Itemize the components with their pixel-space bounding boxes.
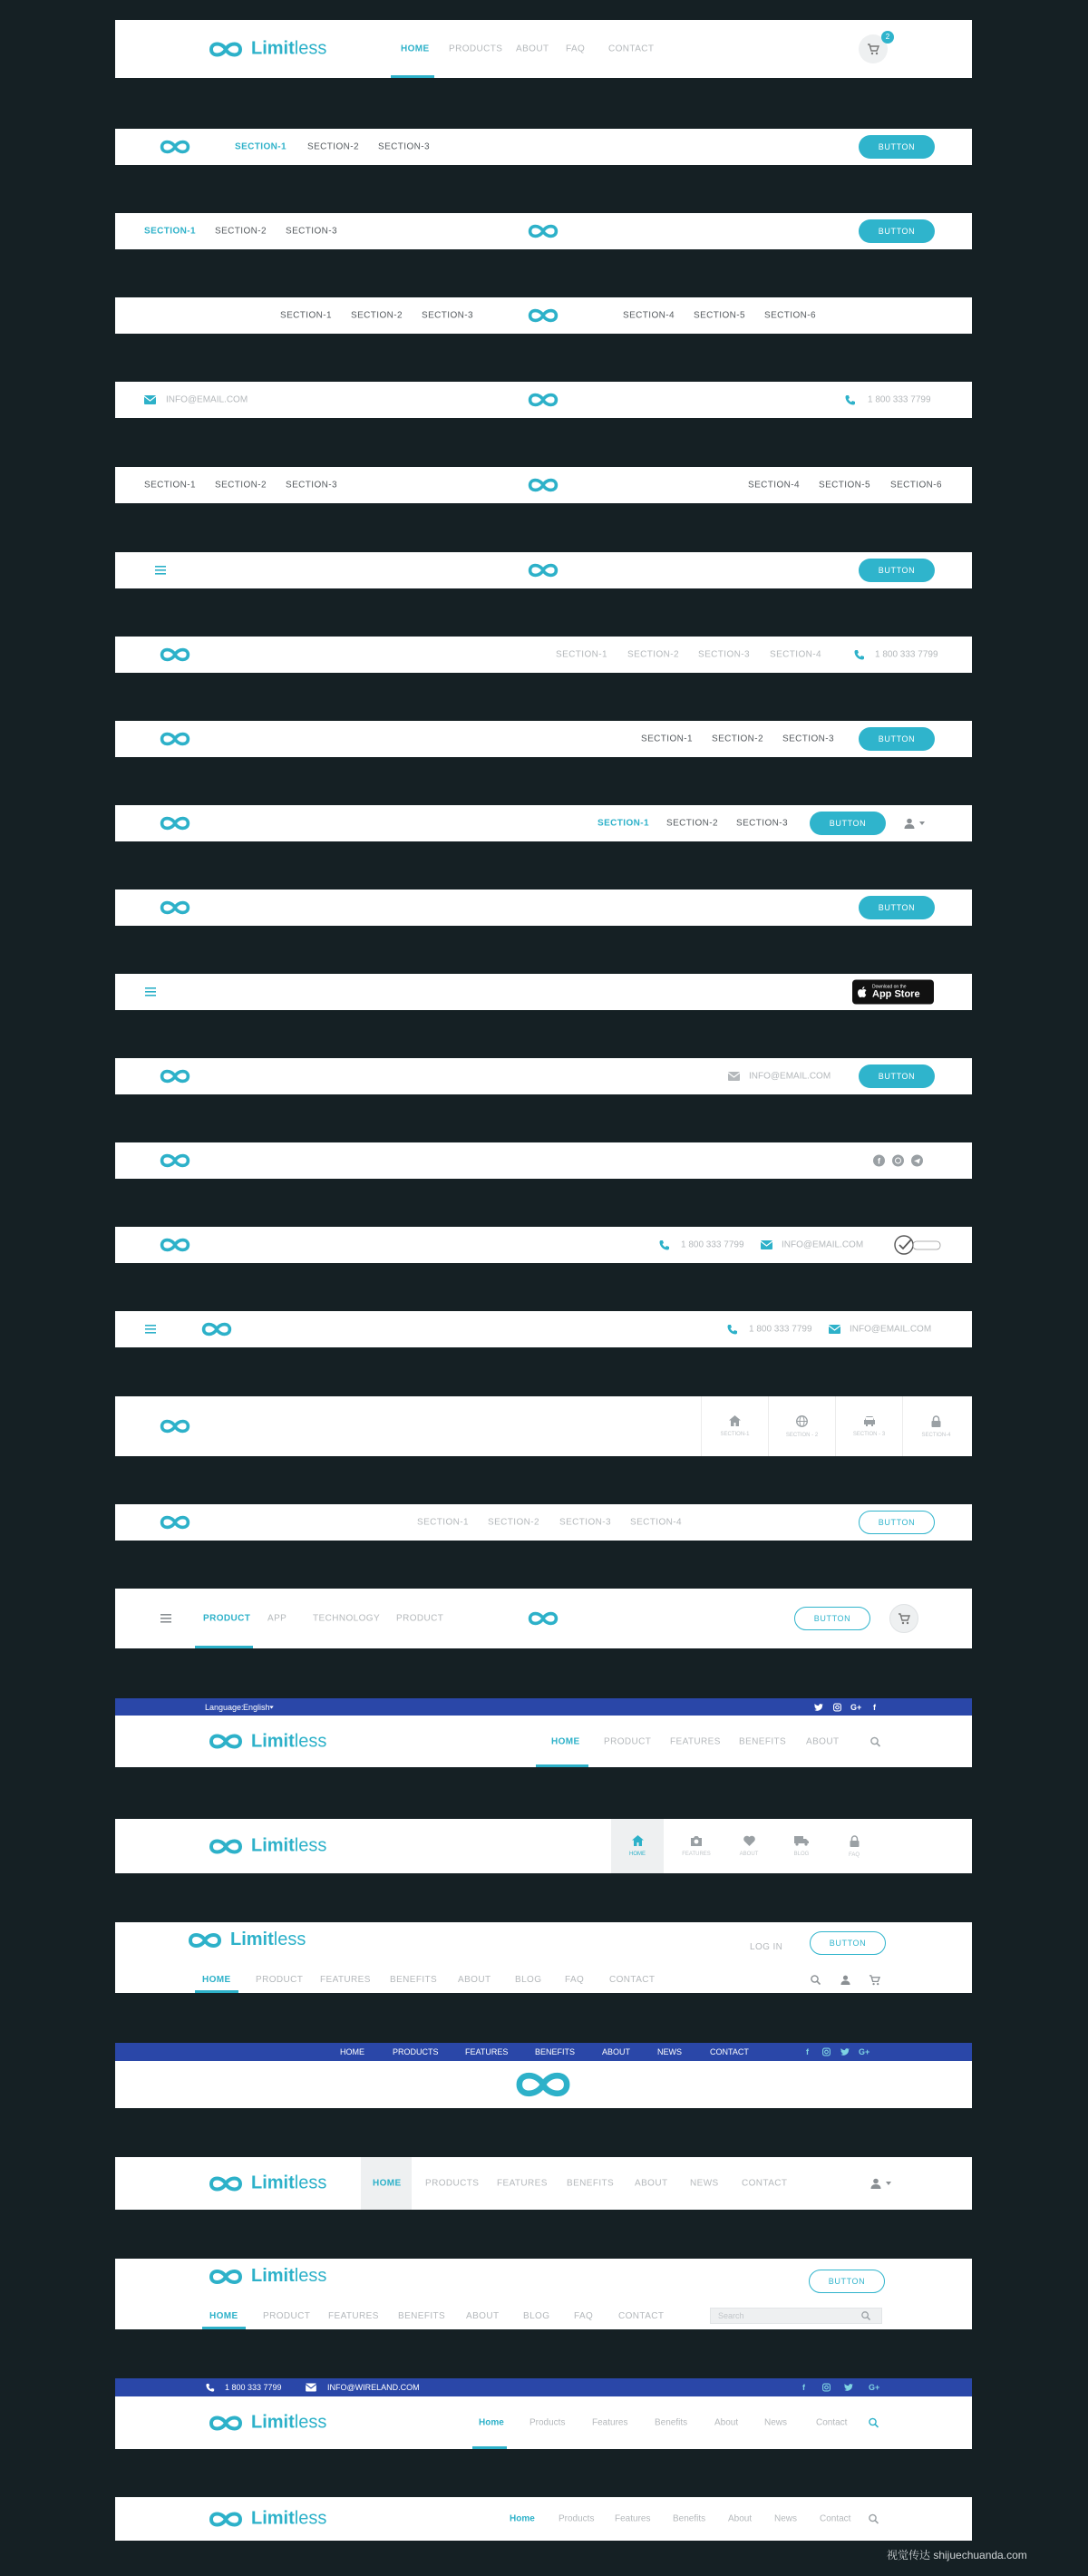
chevron-down-icon[interactable] xyxy=(886,2182,891,2185)
nav-section-1[interactable]: SECTION-1 xyxy=(144,480,196,491)
tile-section-3[interactable] xyxy=(836,1396,902,1456)
infinity-logo-icon[interactable] xyxy=(525,392,561,408)
header-bar-17 xyxy=(115,1396,972,1456)
nav-products[interactable]: Products xyxy=(559,2513,595,2524)
search-icon[interactable] xyxy=(870,1736,880,1746)
header-bar-25 xyxy=(115,2259,972,2329)
nav-products[interactable]: Products xyxy=(529,2417,566,2428)
infinity-logo-icon[interactable] xyxy=(157,1514,193,1531)
infinity-logo-icon xyxy=(185,1931,225,1949)
nav-benefits[interactable]: Benefits xyxy=(673,2513,706,2524)
nav-section-4[interactable]: SECTION-4 xyxy=(623,310,675,321)
top-strip-26 xyxy=(115,2378,972,2396)
phone-icon xyxy=(659,1239,670,1250)
brand-name: Limitless xyxy=(251,1731,327,1751)
dribbble-icon[interactable] xyxy=(892,1155,904,1167)
top-strip-23 xyxy=(115,2043,972,2061)
nav-section-3[interactable]: SECTION-3 xyxy=(378,141,430,152)
nav-blog[interactable]: BLOG xyxy=(523,2311,550,2321)
tile-label: SECTION - 2 xyxy=(785,1432,819,1438)
cta-button[interactable]: BUTTON xyxy=(859,135,935,159)
nav-products[interactable]: PRODUCTS xyxy=(425,2178,480,2189)
nav-section-4[interactable]: SECTION-4 xyxy=(770,649,821,660)
mail-icon xyxy=(306,2384,316,2392)
nav-about[interactable]: ABOUT xyxy=(466,2311,500,2321)
nav-news[interactable]: News xyxy=(774,2513,798,2524)
truck-icon xyxy=(794,1835,809,1846)
nav-section-1[interactable]: SECTION-1 xyxy=(641,734,693,744)
active-indicator xyxy=(536,1764,588,1767)
nav-section-2[interactable]: SECTION-2 xyxy=(666,818,718,829)
tile-features[interactable] xyxy=(670,1819,723,1873)
nav-features[interactable]: Features xyxy=(615,2513,651,2524)
nav-faq[interactable]: FAQ xyxy=(566,44,586,54)
nav-section-2[interactable]: SECTION-2 xyxy=(215,480,267,491)
cta-button[interactable]: BUTTON xyxy=(810,812,886,835)
phone-link[interactable]: 1 800 333 7799 xyxy=(875,649,938,660)
header-bar-8 xyxy=(115,637,972,673)
cta-button[interactable]: BUTTON xyxy=(859,219,935,243)
email-link[interactable]: INFO@WIRELAND.COM xyxy=(327,2383,420,2392)
infinity-logo-icon xyxy=(206,1837,246,1855)
infinity-logo-icon[interactable] xyxy=(157,899,193,916)
search-icon[interactable] xyxy=(861,2311,870,2320)
nav-features[interactable]: FEATURES xyxy=(465,2047,509,2056)
header-bar-1 xyxy=(115,20,972,78)
nav-news[interactable]: News xyxy=(764,2417,788,2428)
tile-label: FEATURES xyxy=(682,1852,711,1857)
nav-about[interactable]: ABOUT xyxy=(458,1975,491,1985)
user-icon[interactable] xyxy=(840,1975,850,1985)
top-strip-20 xyxy=(115,1698,972,1716)
instagram-icon[interactable] xyxy=(822,2048,831,2056)
infinity-logo-icon xyxy=(206,2510,246,2528)
hamburger-menu-icon[interactable] xyxy=(160,1614,171,1623)
nav-contact[interactable]: CONTACT xyxy=(609,1975,656,1985)
nav-technology[interactable]: TECHNOLOGY xyxy=(313,1613,381,1624)
nav-section-3[interactable]: SECTION-3 xyxy=(559,1517,611,1528)
email-link[interactable]: INFO@EMAIL.COM xyxy=(166,394,248,405)
nav-benefits[interactable]: BENEFITS xyxy=(390,1975,438,1985)
watermark-text: 视觉传达 shijuechuanda.com xyxy=(887,2549,1027,2561)
google-plus-icon[interactable]: G+ xyxy=(850,1702,862,1712)
nav-products[interactable]: PRODUCTS xyxy=(449,44,503,54)
app-store-badge[interactable] xyxy=(852,980,934,1005)
facebook-icon[interactable]: f xyxy=(806,2047,809,2056)
app-store-line2: App Store xyxy=(872,988,920,999)
nav-about[interactable]: ABOUT xyxy=(516,44,549,54)
tile-label: HOME xyxy=(629,1852,646,1857)
nav-section-3[interactable]: SECTION-3 xyxy=(422,310,473,321)
nav-section-5[interactable]: SECTION-5 xyxy=(694,310,745,321)
header-bar-6 xyxy=(115,467,972,503)
infinity-logo-icon xyxy=(206,2174,246,2192)
hamburger-menu-icon[interactable] xyxy=(155,566,166,575)
google-plus-icon[interactable]: G+ xyxy=(859,2047,870,2056)
cart-icon xyxy=(898,1612,910,1625)
infinity-logo-icon[interactable] xyxy=(157,1418,193,1434)
nav-benefits[interactable]: BENEFITS xyxy=(398,2311,446,2321)
globe-icon xyxy=(796,1415,808,1427)
apple-icon xyxy=(858,987,868,998)
search-icon[interactable] xyxy=(869,2418,879,2428)
infinity-logo-icon xyxy=(206,2268,246,2286)
nav-faq[interactable]: FAQ xyxy=(574,2311,594,2321)
instagram-icon[interactable] xyxy=(822,2384,831,2392)
nav-section-1[interactable]: SECTION-1 xyxy=(144,226,196,237)
search-placeholder: Search xyxy=(718,2311,744,2320)
infinity-logo-icon[interactable] xyxy=(157,731,193,747)
nav-section-1[interactable]: SECTION-1 xyxy=(417,1517,469,1528)
phone-icon xyxy=(727,1324,738,1335)
infinity-logo-icon[interactable] xyxy=(525,477,561,493)
header-bar-23 xyxy=(115,2061,972,2108)
brand-logo[interactable] xyxy=(206,39,326,60)
nav-benefits[interactable]: BENEFITS xyxy=(567,2178,615,2189)
email-link[interactable]: INFO@EMAIL.COM xyxy=(850,1324,932,1335)
phone-icon xyxy=(206,2383,215,2392)
nav-benefits[interactable]: BENEFITS xyxy=(739,1736,787,1746)
user-icon[interactable] xyxy=(904,818,915,829)
hamburger-menu-icon[interactable] xyxy=(145,1325,156,1334)
user-icon[interactable] xyxy=(870,2178,881,2189)
cart-button[interactable] xyxy=(889,1604,918,1633)
brand-name: Limitless xyxy=(251,2173,327,2193)
nav-section-1[interactable]: SECTION-1 xyxy=(556,649,607,660)
nav-section-6[interactable]: SECTION-6 xyxy=(764,310,816,321)
camera-icon xyxy=(690,1835,703,1846)
heart-icon xyxy=(743,1835,755,1846)
tile-label: SECTION-1 xyxy=(720,1432,750,1437)
hamburger-menu-icon[interactable] xyxy=(145,987,156,996)
nav-features[interactable]: FEATURES xyxy=(328,2311,379,2321)
nav-news[interactable]: NEWS xyxy=(690,2178,719,2189)
nav-section-1[interactable]: SECTION-1 xyxy=(597,818,649,829)
search-field[interactable] xyxy=(710,2308,882,2324)
cta-button[interactable]: BUTTON xyxy=(794,1607,870,1630)
header-bar-3 xyxy=(115,213,972,249)
nav-section-1[interactable]: SECTION-1 xyxy=(235,141,287,152)
mail-icon xyxy=(829,1325,840,1334)
tile-blog[interactable] xyxy=(775,1819,828,1873)
nav-contact[interactable]: Contact xyxy=(816,2417,848,2428)
login-link[interactable]: LOG IN xyxy=(750,1942,783,1952)
brand-logo[interactable] xyxy=(206,2413,326,2434)
header-bar-20 xyxy=(115,1716,972,1767)
tile-label: ABOUT xyxy=(739,1852,759,1857)
active-indicator xyxy=(391,75,434,78)
nav-section-6[interactable]: SECTION-6 xyxy=(890,480,942,491)
nav-products[interactable]: PRODUCTS xyxy=(393,2047,439,2056)
nav-contact[interactable]: CONTACT xyxy=(742,2178,788,2189)
nav-features[interactable]: FEATURES xyxy=(670,1736,721,1746)
email-link[interactable]: INFO@EMAIL.COM xyxy=(749,1071,831,1082)
car-icon xyxy=(863,1415,876,1426)
header-bar-9 xyxy=(115,721,972,757)
nav-features[interactable]: Features xyxy=(592,2417,628,2428)
header-bar-11 xyxy=(115,889,972,926)
nav-benefits[interactable]: BENEFITS xyxy=(535,2047,576,2056)
verified-seal xyxy=(893,1234,944,1256)
nav-faq[interactable]: FAQ xyxy=(565,1975,585,1985)
nav-about[interactable]: ABOUT xyxy=(806,1736,840,1746)
nav-home[interactable]: HOME xyxy=(401,44,430,54)
email-link[interactable]: INFO@EMAIL.COM xyxy=(782,1239,864,1250)
active-indicator xyxy=(472,2446,507,2449)
active-indicator xyxy=(195,1646,253,1648)
header-bar-21 xyxy=(115,1819,972,1873)
header-bar-22 xyxy=(115,1922,972,1993)
tile-faq[interactable] xyxy=(828,1819,880,1873)
header-bar-12 xyxy=(115,974,972,1010)
cta-button[interactable]: BUTTON xyxy=(859,727,935,751)
chevron-down-icon[interactable] xyxy=(269,1706,274,1708)
infinity-logo-icon[interactable] xyxy=(525,562,561,578)
header-bar-14 xyxy=(115,1142,972,1179)
nav-section-2[interactable]: SECTION-2 xyxy=(307,141,359,152)
nav-section-2[interactable]: SECTION-2 xyxy=(351,310,403,321)
nav-contact[interactable]: CONTACT xyxy=(618,2311,665,2321)
infinity-logo-icon xyxy=(206,2414,246,2432)
nav-features[interactable]: FEATURES xyxy=(320,1975,371,1985)
infinity-logo-icon[interactable] xyxy=(157,139,193,155)
nav-about[interactable]: About xyxy=(714,2417,739,2428)
twitter-icon[interactable] xyxy=(844,2384,853,2391)
tile-section-4[interactable] xyxy=(903,1396,969,1456)
header-bar-27 xyxy=(115,2497,972,2541)
infinity-logo-icon[interactable] xyxy=(157,1237,193,1253)
telegram-icon[interactable] xyxy=(911,1155,923,1167)
nav-contact[interactable]: CONTACT xyxy=(608,44,655,54)
lock-icon xyxy=(931,1415,941,1427)
instagram-icon[interactable] xyxy=(833,1703,841,1711)
nav-about[interactable]: About xyxy=(728,2513,753,2524)
verified-check-icon xyxy=(893,1234,944,1256)
infinity-logo-icon[interactable] xyxy=(157,1068,193,1084)
nav-about[interactable]: ABOUT xyxy=(635,2178,668,2189)
infinity-logo-icon[interactable] xyxy=(199,1321,235,1337)
tile-label: SECTION - 3 xyxy=(852,1432,886,1437)
nav-section-4[interactable]: SECTION-4 xyxy=(630,1517,682,1528)
cart-count-badge: 2 xyxy=(881,31,894,44)
search-icon[interactable] xyxy=(869,2514,879,2524)
nav-section-3[interactable]: SECTION-3 xyxy=(698,649,750,660)
nav-section-2[interactable]: SECTION-2 xyxy=(215,226,267,237)
infinity-logo-icon[interactable] xyxy=(525,1610,561,1627)
tile-section-2[interactable] xyxy=(769,1396,835,1456)
nav-home[interactable]: HOME xyxy=(340,2047,364,2056)
nav-product[interactable]: PRODUCT xyxy=(604,1736,652,1746)
brand-logo[interactable] xyxy=(185,1930,306,1950)
nav-news[interactable]: NEWS xyxy=(657,2047,682,2056)
header-bar-4 xyxy=(115,297,972,334)
nav-home[interactable]: HOME xyxy=(209,2311,238,2321)
nav-section-3[interactable]: SECTION-3 xyxy=(286,480,337,491)
active-indicator xyxy=(195,1990,238,1993)
brand-logo[interactable] xyxy=(206,2266,326,2287)
brand-name: Limitless xyxy=(230,1930,306,1949)
tile-label: SECTION-4 xyxy=(921,1432,951,1438)
cta-button[interactable]: BUTTON xyxy=(810,1931,886,1955)
cart-icon xyxy=(867,43,879,55)
cta-button[interactable]: BUTTON xyxy=(859,559,935,582)
header-bar-7 xyxy=(115,552,972,588)
brand-logo[interactable] xyxy=(206,1731,326,1752)
nav-home[interactable]: Home xyxy=(510,2513,535,2524)
twitter-icon[interactable] xyxy=(814,1704,823,1711)
facebook-icon[interactable]: f xyxy=(873,1155,885,1167)
nav-contact[interactable]: CONTACT xyxy=(710,2047,749,2056)
twitter-icon[interactable] xyxy=(840,2048,850,2056)
brand-name: Limitless xyxy=(251,2412,327,2433)
infinity-logo-icon xyxy=(206,40,246,58)
nav-home[interactable]: HOME xyxy=(373,2178,402,2189)
nav-section-4[interactable]: SECTION-4 xyxy=(748,480,800,491)
nav-about[interactable]: ABOUT xyxy=(602,2047,631,2056)
nav-section-3[interactable]: SECTION-3 xyxy=(736,818,788,829)
header-bar-13 xyxy=(115,1058,972,1094)
infinity-logo-icon[interactable] xyxy=(157,1152,193,1169)
header-bar-15 xyxy=(115,1227,972,1263)
header-bar-18 xyxy=(115,1504,972,1541)
tile-about[interactable] xyxy=(723,1819,775,1873)
phone-link[interactable]: 1 800 333 7799 xyxy=(749,1324,812,1335)
active-indicator xyxy=(202,2327,246,2329)
nav-home[interactable]: Home xyxy=(479,2417,504,2428)
brand-logo[interactable] xyxy=(206,2173,326,2194)
brand-logo[interactable] xyxy=(206,1836,326,1857)
nav-section-2[interactable]: SECTION-2 xyxy=(488,1517,539,1528)
nav-section-2[interactable]: SECTION-2 xyxy=(627,649,679,660)
header-bar-19 xyxy=(115,1589,972,1648)
nav-contact[interactable]: Contact xyxy=(820,2513,851,2524)
mail-icon xyxy=(761,1240,772,1249)
phone-link[interactable]: 1 800 333 7799 xyxy=(868,394,931,405)
phone-icon xyxy=(845,394,856,405)
language-select[interactable]: English xyxy=(243,1702,270,1712)
nav-section-3[interactable]: SECTION-3 xyxy=(286,226,337,237)
cart-icon[interactable] xyxy=(869,1974,880,1986)
phone-icon xyxy=(854,649,865,660)
cta-button[interactable]: BUTTON xyxy=(859,1064,935,1088)
brand-logo[interactable] xyxy=(206,2509,326,2530)
google-plus-icon[interactable]: G+ xyxy=(869,2383,880,2392)
chevron-down-icon[interactable] xyxy=(919,821,925,825)
tile-home[interactable] xyxy=(611,1819,664,1873)
nav-section-2[interactable]: SECTION-2 xyxy=(712,734,763,744)
brand-name: Limitless xyxy=(251,38,327,59)
nav-product[interactable]: PRODUCT xyxy=(263,2311,311,2321)
header-bar-16 xyxy=(115,1311,972,1347)
infinity-logo-icon[interactable] xyxy=(510,2069,576,2100)
tile-section-1[interactable] xyxy=(702,1396,768,1456)
home-icon xyxy=(632,1835,644,1846)
facebook-icon[interactable]: f xyxy=(802,2383,805,2392)
brand-name: Limitless xyxy=(251,2508,327,2529)
language-label: Language: xyxy=(205,1702,244,1712)
cta-button[interactable]: BUTTON xyxy=(859,1511,935,1534)
search-icon[interactable] xyxy=(811,1975,821,1985)
infinity-logo-icon xyxy=(206,1733,246,1751)
nav-home[interactable]: HOME xyxy=(551,1736,580,1746)
tile-label: BLOG xyxy=(793,1852,810,1857)
infinity-logo-icon[interactable] xyxy=(525,307,561,324)
nav-section-5[interactable]: SECTION-5 xyxy=(819,480,870,491)
nav-benefits[interactable]: Benefits xyxy=(655,2417,688,2428)
brand-name: Limitless xyxy=(251,1835,327,1856)
nav-features[interactable]: FEATURES xyxy=(497,2178,548,2189)
infinity-logo-icon[interactable] xyxy=(157,646,193,663)
brand-name: Limitless xyxy=(251,2266,327,2286)
cta-button[interactable]: BUTTON xyxy=(859,896,935,919)
infinity-logo-icon[interactable] xyxy=(525,223,561,239)
nav-section-1[interactable]: SECTION-1 xyxy=(280,310,332,321)
cta-button[interactable]: BUTTON xyxy=(809,2270,885,2293)
facebook-icon[interactable]: f xyxy=(873,1702,876,1712)
phone-link[interactable]: 1 800 333 7799 xyxy=(681,1239,744,1250)
tile-label: FAQ xyxy=(848,1852,860,1858)
nav-app[interactable]: APP xyxy=(267,1613,287,1624)
header-bar-5 xyxy=(115,382,972,418)
home-icon xyxy=(729,1415,741,1426)
header-bar-10 xyxy=(115,805,972,841)
nav-section-3[interactable]: SECTION-3 xyxy=(782,734,834,744)
nav-product[interactable]: PRODUCT xyxy=(203,1613,251,1624)
nav-blog[interactable]: BLOG xyxy=(515,1975,542,1985)
infinity-logo-icon[interactable] xyxy=(157,815,193,831)
mail-icon xyxy=(728,1072,740,1081)
lock-icon xyxy=(850,1835,860,1847)
nav-product-2[interactable]: PRODUCT xyxy=(396,1613,444,1624)
header-bar-2 xyxy=(115,129,972,165)
nav-home[interactable]: HOME xyxy=(202,1975,231,1985)
phone-link[interactable]: 1 800 333 7799 xyxy=(225,2383,282,2392)
header-bar-24 xyxy=(115,2157,972,2210)
header-bar-26 xyxy=(115,2396,972,2449)
nav-product[interactable]: PRODUCT xyxy=(256,1975,304,1985)
app-store-line1: Download on the xyxy=(872,984,907,989)
mail-icon xyxy=(144,395,156,404)
